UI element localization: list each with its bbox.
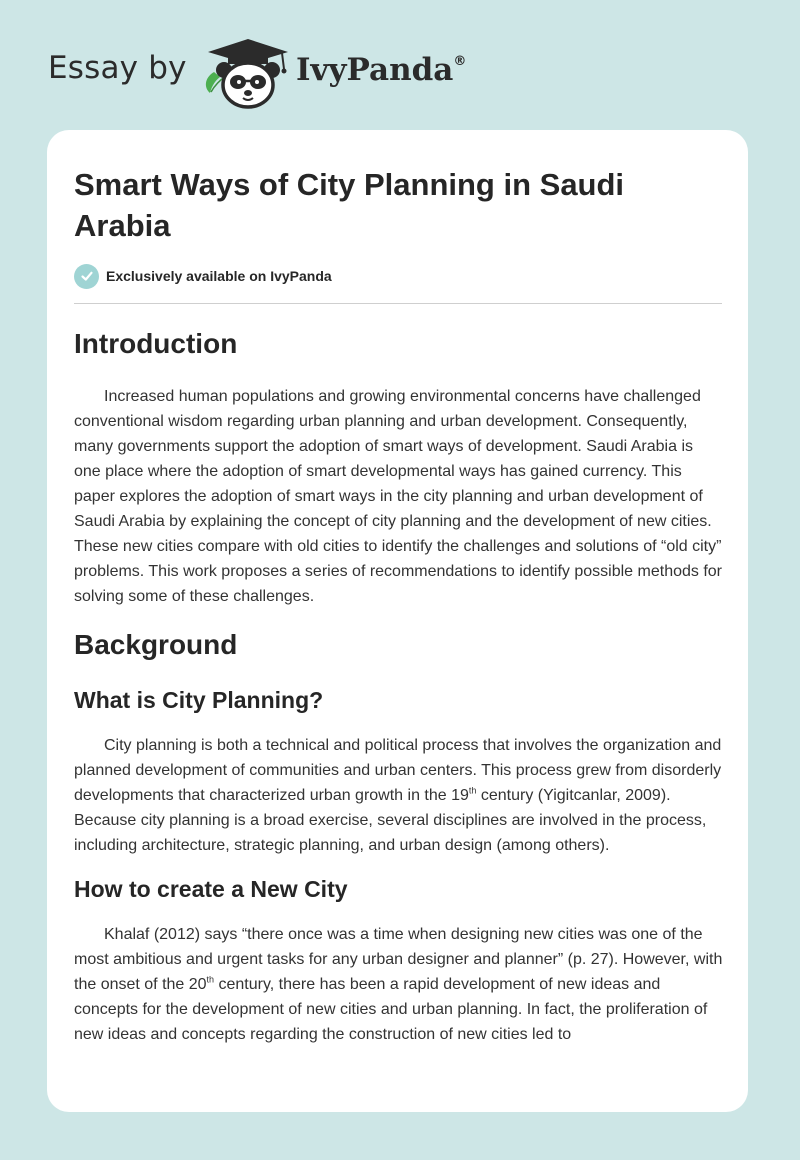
- article-card: [47, 130, 748, 1112]
- badge-text: Exclusively available on IvyPanda: [106, 268, 332, 284]
- panda-graduate-logo-icon[interactable]: [200, 36, 296, 110]
- exclusive-badge: [74, 263, 332, 289]
- site-header: [0, 0, 800, 130]
- divider: [74, 303, 722, 304]
- paragraph-what-is-city-planning: [74, 733, 724, 858]
- paragraph-text-part: century, there has been a rapid development of new ideas and concepts for the development of new cities and urban planning. In fact, the proliferation of new ideas and concepts regarding the construction of new cities led to: [74, 976, 708, 1043]
- heading-background: Background: [74, 629, 238, 660]
- article-body: [74, 324, 724, 1047]
- paragraph-text-part: Khalaf (2012) says “there once was a time when designing new cities was one of the most ambitious and urgent tasks for any urban designer and planner” (p. 27). However, with the onset of the 20: [74, 926, 723, 993]
- ordinal-suffix: th: [206, 974, 215, 985]
- check-circle-icon: [74, 264, 99, 289]
- paragraph-introduction: Increased human populations and growing environmental concerns have challenged conventional wisdom regarding urban planning and urban development. Consequently, many governments support the adoption of smart ways of development. Saudi Arabia is one place where the adoption of smart developmental ways has gained currency. This paper explores the adoption of smart ways in the city planning and urban development of Saudi Arabia by explaining the concept of city planning and the development of new cities. These new cities compare with old cities to identify the challenges and solutions of “old city” problems. This work proposes a series of recommendations to identify possible methods for solving some of these challenges.: [74, 388, 723, 605]
- registered-mark: ®: [453, 54, 467, 69]
- heading-introduction: Introduction: [74, 328, 238, 359]
- heading-how-to-create-new-city: How to create a New City: [74, 876, 348, 902]
- paragraph-text-part: century (Yigitcanlar, 2009). Because city planning is a broad exercise, several disciplines are involved in the process, including architecture, strategic planning, and urban design (among others).: [74, 787, 707, 854]
- brand-name[interactable]: [296, 52, 466, 88]
- article-title: Smart Ways of City Planning in Saudi Arabia: [74, 167, 625, 243]
- paragraph-how-to-create-new-city: [74, 922, 724, 1047]
- ordinal-suffix: th: [468, 785, 477, 796]
- brand-prefix: Essay by: [48, 50, 187, 86]
- brand-name-text: IvyPanda: [296, 52, 454, 88]
- paragraph-text-part: City planning is both a technical and political process that involves the organization and planned development of communities and urban centers. This process grew from disorderly developments that characterized urban growth in the 19: [74, 737, 722, 804]
- heading-what-is-city-planning: What is City Planning?: [74, 687, 324, 713]
